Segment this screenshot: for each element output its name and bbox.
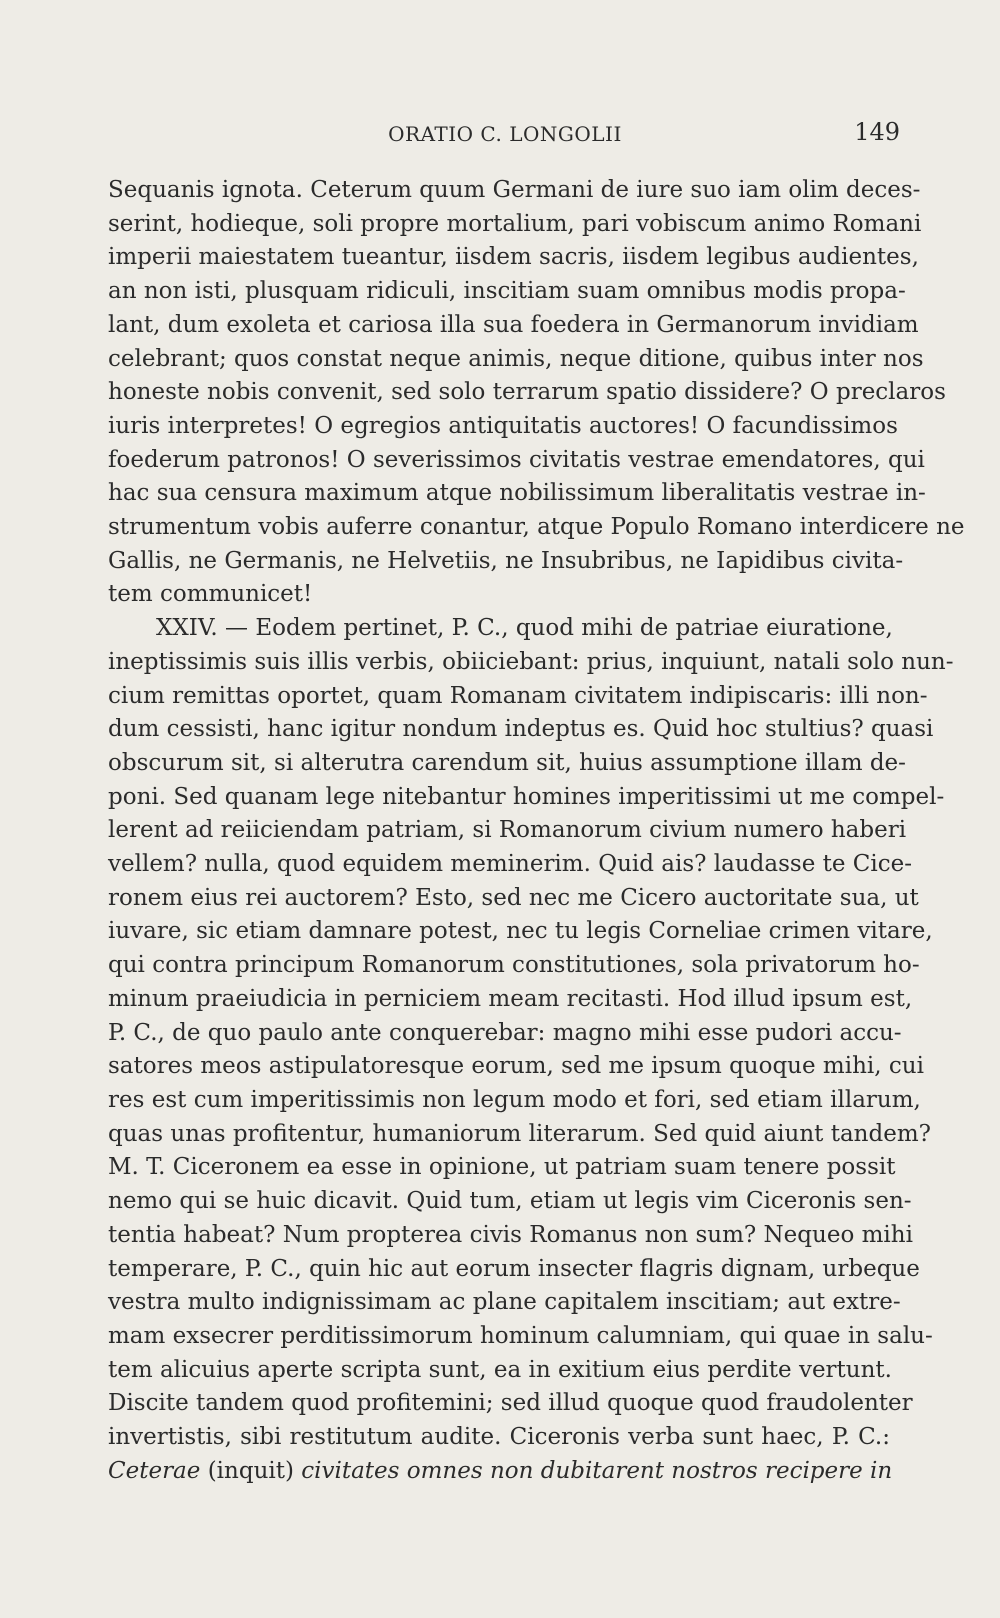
text-line: lant, dum exoleta et cariosa illa sua foedera in Germanorum invidiam xyxy=(108,311,919,338)
text-line: Gallis, ne Germanis, ne Helvetiis, ne Insubribus, ne Iapidibus civita- xyxy=(108,547,904,574)
text-line: poni. Sed quanam lege nitebantur homines imperitissimi ut me compel- xyxy=(108,783,945,810)
page-number: 149 xyxy=(854,118,900,146)
text-line: serint, hodieque, soli propre mortalium, pari vobiscum animo Romani xyxy=(108,210,922,237)
text-line: satores meos astipulatoresque eorum, sed me ipsum quoque mihi, cui xyxy=(108,1053,924,1080)
quotation-line xyxy=(108,1455,893,1489)
text-line: qui contra principum Romanorum constitutiones, sola privatorum ho- xyxy=(108,952,920,979)
paragraph-end-line: tem communicet! xyxy=(108,581,313,608)
text-line: invertistis, sibi restitutum audite. Ciceronis verba sunt haec, P. C.: xyxy=(108,1424,890,1451)
text-line: foederum patronos! O severissimos civitatis vestrae emendatores, qui xyxy=(108,446,925,473)
body-text xyxy=(108,174,965,1488)
text-line: M. T. Ciceronem ea esse in opinione, ut patriam suam tenere possit xyxy=(108,1154,896,1181)
quotation-text: Ceterae xyxy=(108,1457,201,1484)
text-line: tentia habeat? Num propterea civis Romanus non sum? Nequeo mihi xyxy=(108,1221,913,1248)
text-line: P. C., de quo paulo ante conquerebar: magno mihi esse pudori accu- xyxy=(108,1019,902,1046)
text-line: res est cum imperitissimis non legum modo et fori, sed etiam illarum, xyxy=(108,1086,921,1113)
text-line: iuris interpretes! O egregios antiquitatis auctores! O facundissimos xyxy=(108,412,898,439)
text-line: quas unas profitentur, humaniorum literarum. Sed quid aiunt tandem? xyxy=(108,1120,931,1147)
inquit-text: (inquit) xyxy=(207,1457,294,1484)
text-line: ineptissimis suis illis verbis, obiiciebant: prius, inquiunt, natali solo nun- xyxy=(108,648,954,675)
text-line: nemo qui se huic dicavit. Quid tum, etiam ut legis vim Ciceronis sen- xyxy=(108,1188,912,1215)
text-line: Discite tandem quod profitemini; sed illud quoque quod fraudolenter xyxy=(108,1390,913,1417)
text-line: tem alicuius aperte scripta sunt, ea in exitium eius perdite vertunt. xyxy=(108,1356,892,1383)
quotation-text: civitates omnes non dubitarent nostros recipere in xyxy=(301,1457,893,1484)
text-line: an non isti, plusquam ridiculi, inscitiam suam omnibus modis propa- xyxy=(108,278,906,305)
text-line: hac sua censura maximum atque nobilissimum liberalitatis vestrae in- xyxy=(108,480,926,507)
text-line: lerent ad reiiciendam patriam, si Romanorum civium numero haberi xyxy=(108,817,907,844)
text-line: vellem? nulla, quod equidem meminerim. Quid ais? laudasse te Cice- xyxy=(108,851,913,878)
text-line: strumentum vobis auferre conantur, atque Populo Romano interdicere ne xyxy=(108,514,965,541)
page-header xyxy=(110,118,900,158)
text-line: dum cessisti, hanc igitur nondum indeptus es. Quid hoc stultius? quasi xyxy=(108,716,934,743)
text-line: honeste nobis convenit, sed solo terrarum spatio dissidere? O preclaros xyxy=(108,379,946,406)
text-line: Sequanis ignota. Ceterum quum Germani de iure suo iam olim deces- xyxy=(108,177,921,203)
text-line: temperare, P. C., quin hic aut eorum insecter flagris dignam, urbeque xyxy=(108,1255,920,1282)
text-line: minum praeiudicia in perniciem meam recitasti. Hod illud ipsum est, xyxy=(108,985,913,1012)
running-head: ORATIO C. LONGOLII xyxy=(388,122,622,146)
text-line: mam exsecrer perditissimorum hominum calumniam, qui quae in salu- xyxy=(108,1322,933,1349)
text-line: imperii maiestatem tueantur, iisdem sacris, iisdem legibus audientes, xyxy=(108,244,919,271)
section-start-line: XXIV. — Eodem pertinet, P. C., quod mihi de patriae eiuratione, xyxy=(156,615,893,642)
text-line: celebrant; quos constat neque animis, neque ditione, quibus inter nos xyxy=(108,345,924,372)
text-line: obscurum sit, si alterutra carendum sit, huius assumptione illam de- xyxy=(108,749,906,776)
text-line: iuvare, sic etiam damnare potest, nec tu legis Corneliae crimen vitare, xyxy=(108,918,933,945)
text-line: vestra multo indignissimam ac plane capitalem inscitiam; aut extre- xyxy=(108,1289,901,1316)
text-line: cium remittas oportet, quam Romanam civitatem indipiscaris: illi non- xyxy=(108,682,928,709)
text-line: ronem eius rei auctorem? Esto, sed nec me Cicero auctoritate sua, ut xyxy=(108,884,919,911)
